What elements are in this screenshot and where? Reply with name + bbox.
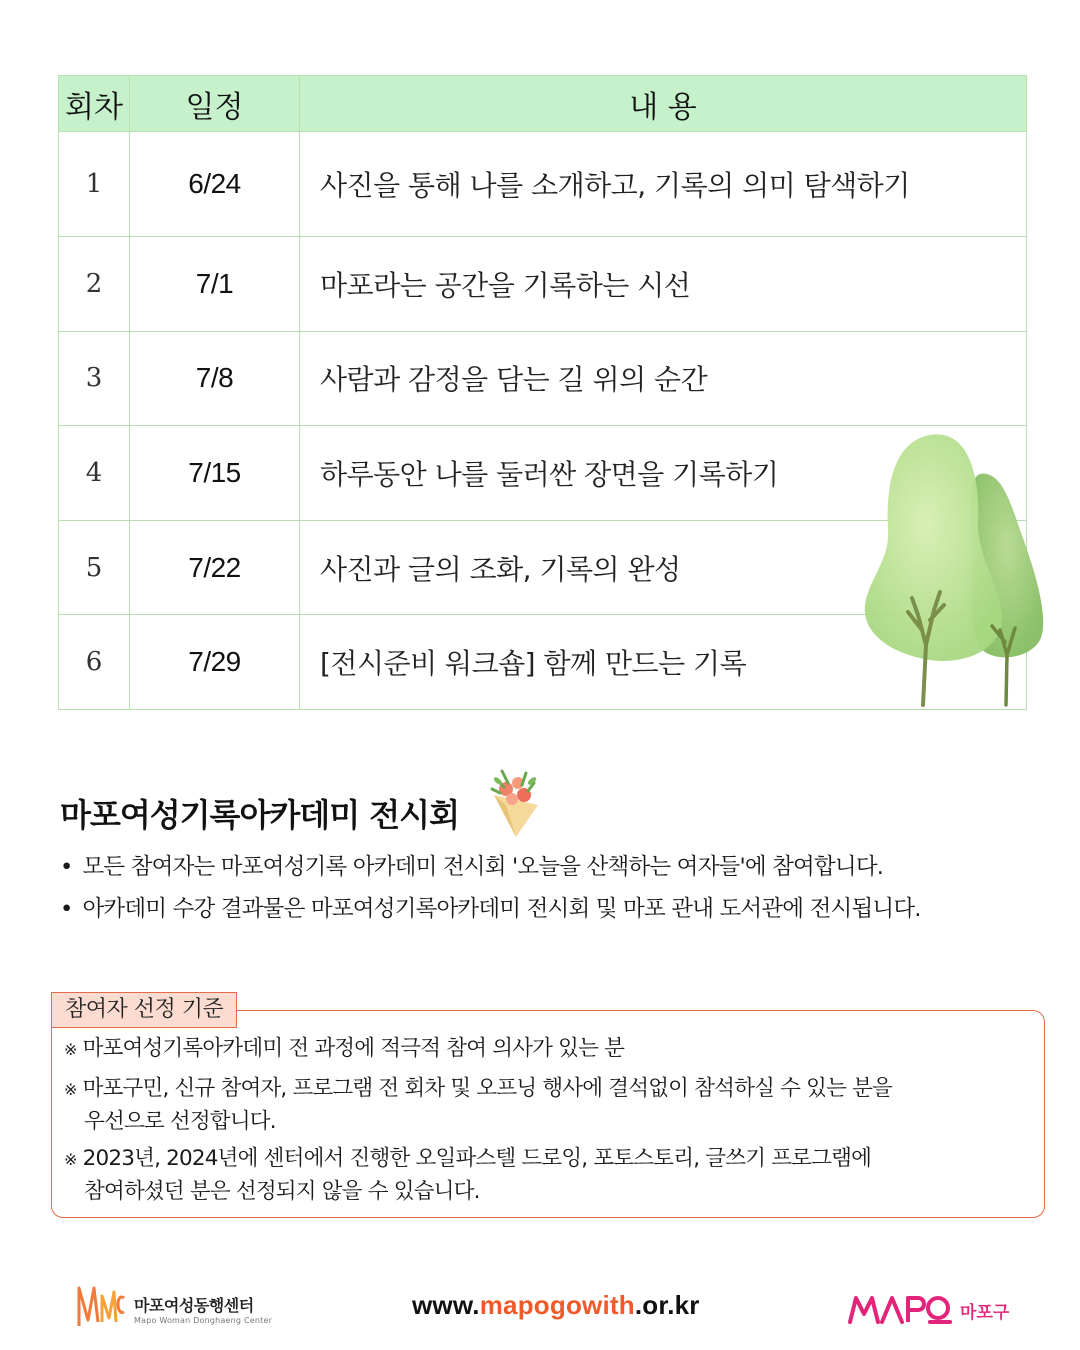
- session-content: 마포라는 공간을 기록하는 시선: [300, 237, 1027, 332]
- session-date: 7/15: [130, 426, 300, 521]
- table-header-row: [59, 76, 1027, 132]
- url-prefix: www.: [412, 1290, 480, 1320]
- session-content: 하루동안 나를 둘러싼 장면을 기록하기: [300, 426, 1027, 521]
- session-date: 7/22: [130, 520, 300, 615]
- table-row: [59, 132, 1027, 237]
- session-content: 사람과 감정을 담는 길 위의 순간: [300, 331, 1027, 426]
- session-date: 7/8: [130, 331, 300, 426]
- table-row: [59, 237, 1027, 332]
- session-content: [전시준비 워크숍] 함께 만드는 기록: [300, 615, 1027, 710]
- list-item: • 아카데미 수강 결과물은 마포여성기록아카데미 전시회 및 마포 관내 도서관에 전시됩니다.: [60, 888, 921, 930]
- trees-illustration: [860, 430, 1060, 710]
- bouquet-icon: [476, 765, 546, 840]
- url-accent: mapogowith: [479, 1290, 635, 1320]
- header-content: 내 용: [300, 76, 1027, 132]
- table-row: [59, 331, 1027, 426]
- session-content: 사진과 글의 조화, 기록의 완성: [300, 520, 1027, 615]
- header-date: 일정: [130, 76, 300, 132]
- list-item: • 모든 참여자는 마포여성기록 아카데미 전시회 '오늘을 산책하는 여자들'에 참여합니다.: [60, 846, 921, 888]
- center-name-en: Mapo Woman Donghaeng Center: [134, 1316, 273, 1325]
- session-content: 사진을 통해 나를 소개하고, 기록의 의미 탐색하기: [300, 132, 1027, 237]
- session-number: 1: [59, 132, 130, 237]
- criteria-item: [64, 1143, 871, 1208]
- center-name: 마포여성동행센터: [134, 1296, 254, 1315]
- criteria-item: [64, 1073, 892, 1138]
- criteria-item: [64, 1033, 624, 1066]
- reference-mark: ※: [64, 1080, 77, 1099]
- website-url[interactable]: [412, 1290, 700, 1321]
- criteria-text: 마포구민, 신규 참여자, 프로그램 전 회차 및 오프닝 행사에 결석없이 참석하실 수 있는 분을: [82, 1076, 893, 1101]
- criteria-text: 2023년, 2024년에 센터에서 진행한 오일파스텔 드로잉, 포토스토리, 글쓰기 프로그램에: [82, 1146, 872, 1171]
- header-session: 회차: [59, 76, 130, 132]
- criteria-label: 참여자 선정 기준: [51, 992, 237, 1028]
- session-number: 5: [59, 520, 130, 615]
- criteria-text-continued: 참여하셨던 분은 선정되지 않을 수 있습니다.: [84, 1179, 480, 1204]
- reference-mark: ※: [64, 1150, 77, 1169]
- district-name: 마포구: [960, 1303, 1010, 1323]
- url-suffix: .or.kr: [634, 1290, 700, 1320]
- session-date: 7/1: [130, 237, 300, 332]
- session-date: 6/24: [130, 132, 300, 237]
- criteria-text-continued: 우선으로 선정합니다.: [84, 1109, 276, 1134]
- criteria-text: 마포여성기록아카데미 전 과정에 적극적 참여 의사가 있는 분: [82, 1036, 625, 1061]
- session-number: 4: [59, 426, 130, 521]
- session-date: 7/29: [130, 615, 300, 710]
- exhibition-bullets: [60, 846, 921, 930]
- session-number: 2: [59, 237, 130, 332]
- reference-mark: ※: [64, 1040, 77, 1059]
- exhibition-title: 마포여성기록아카데미 전시회: [60, 796, 459, 834]
- session-number: 3: [59, 331, 130, 426]
- center-logo-icon: [76, 1282, 126, 1328]
- mapo-logo-icon: [846, 1292, 954, 1326]
- session-number: 6: [59, 615, 130, 710]
